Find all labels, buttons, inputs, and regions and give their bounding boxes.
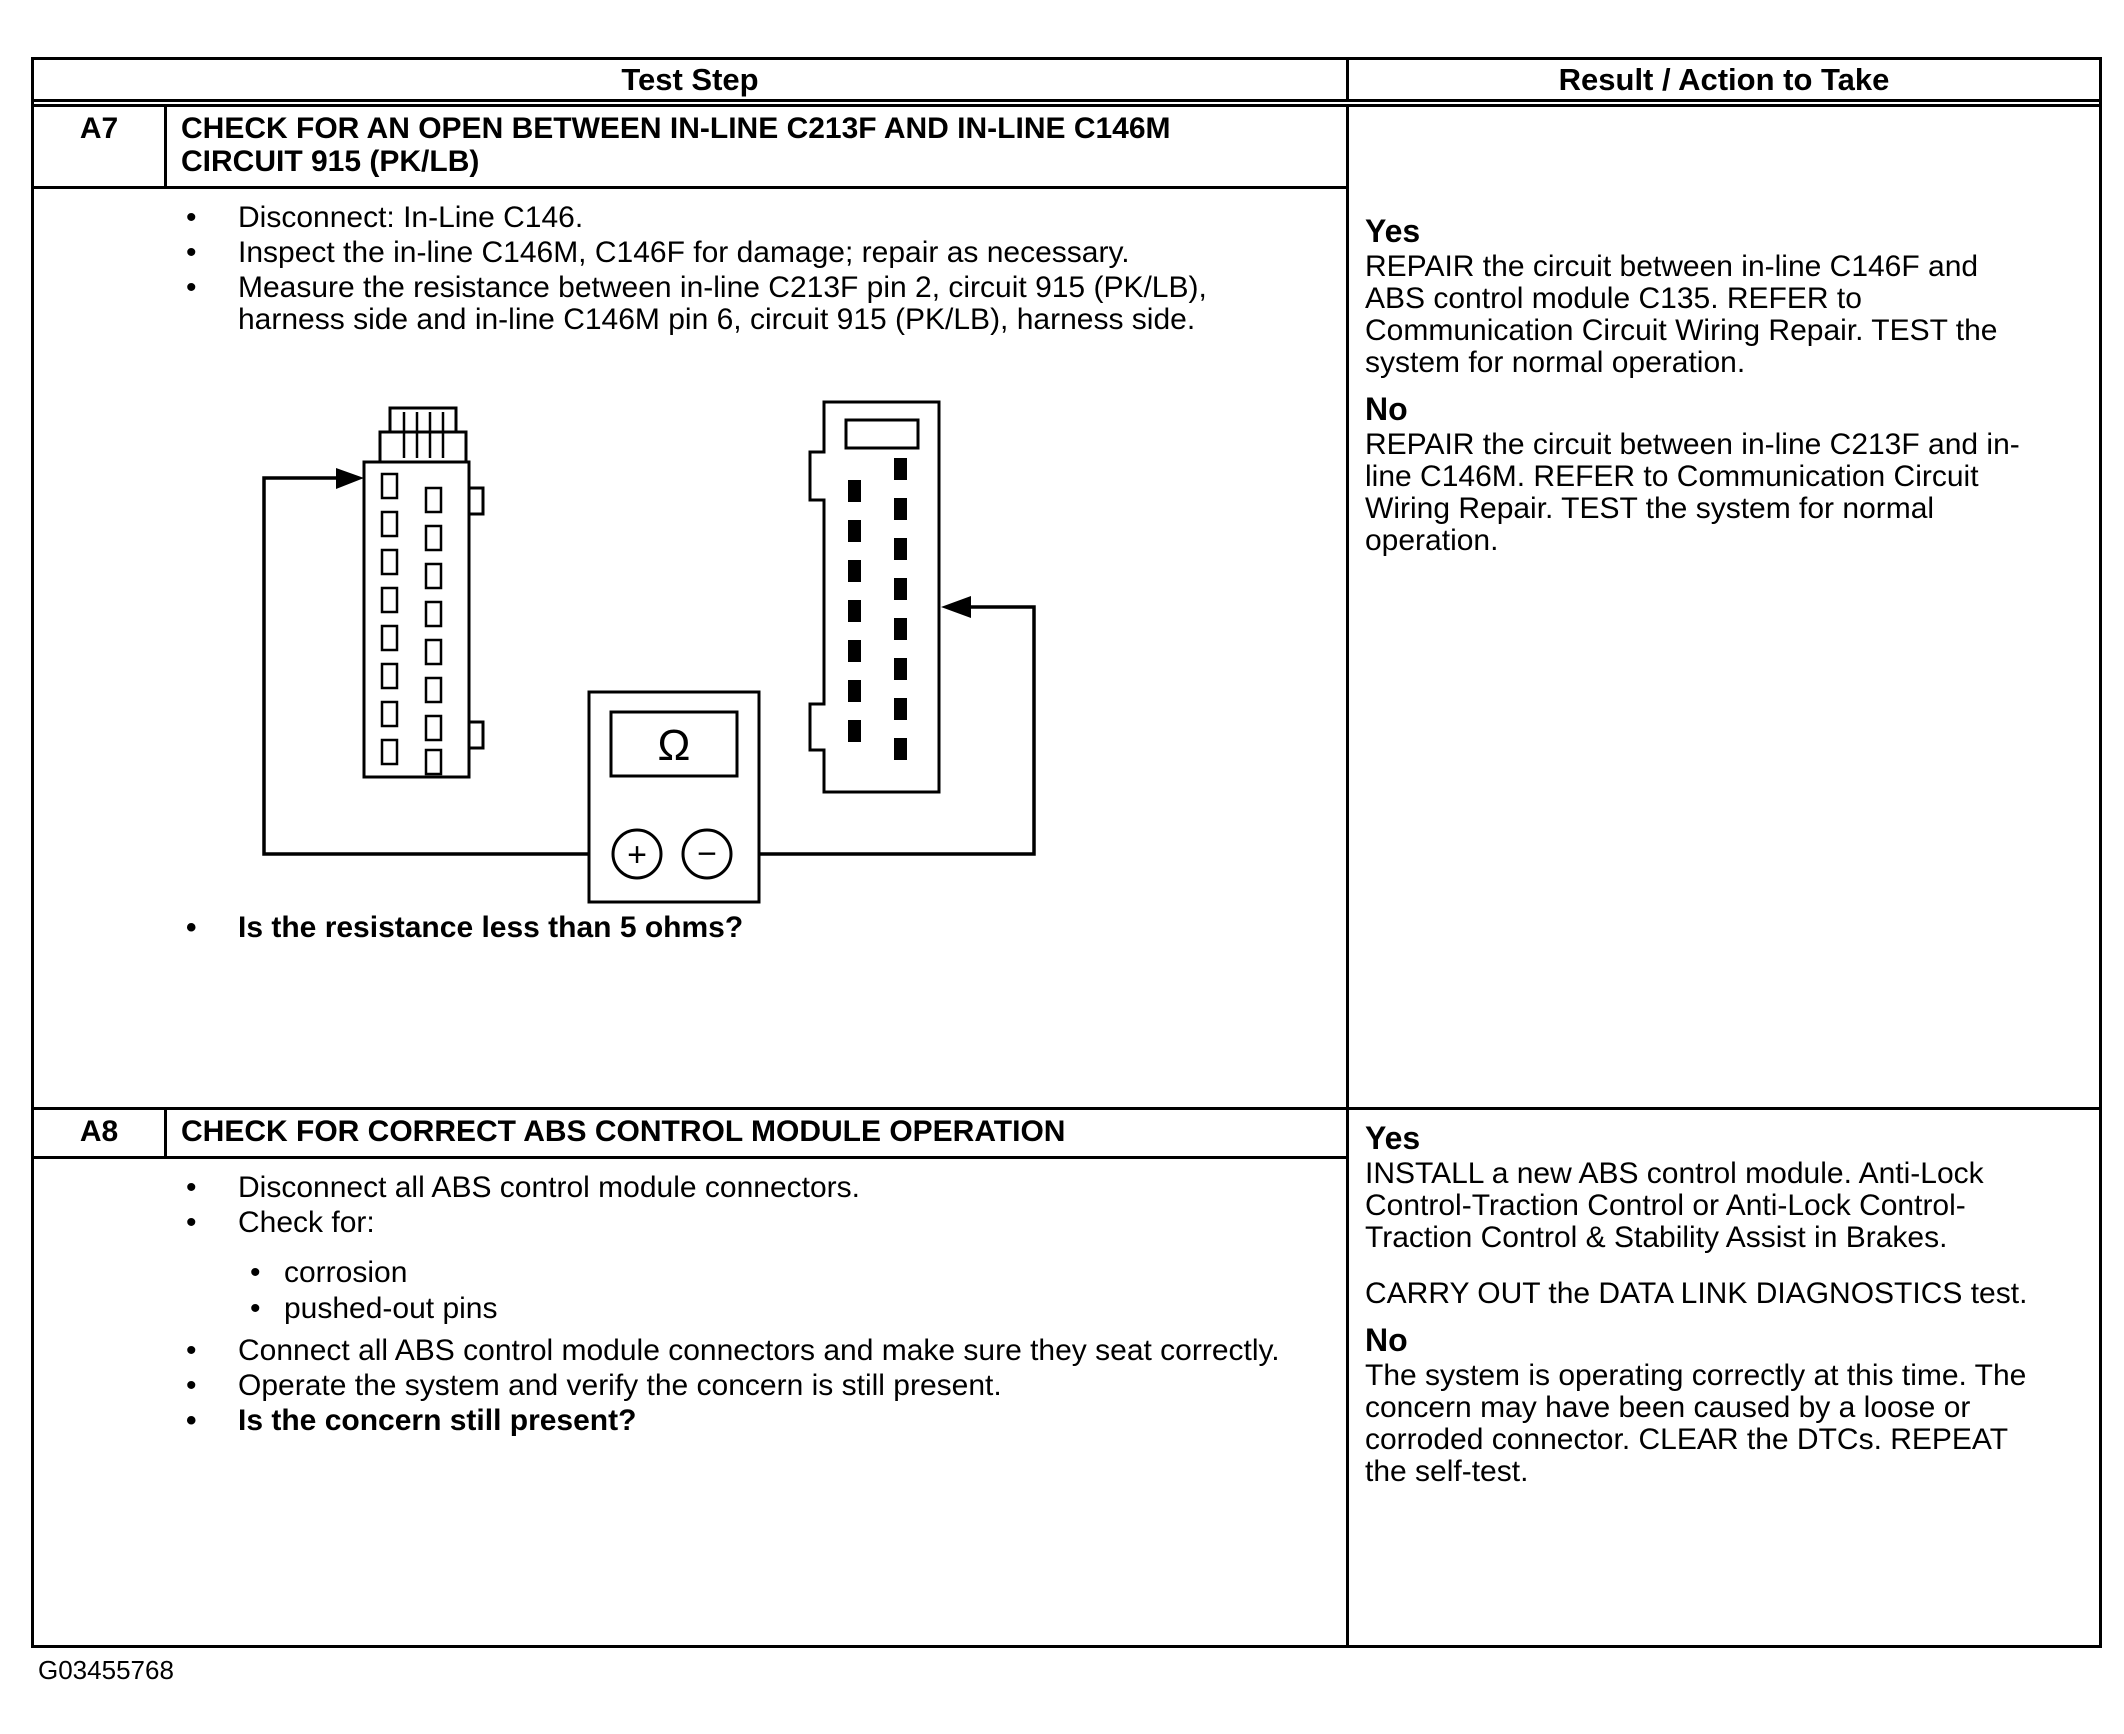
a7-instruction-2: • Inspect the in-line C146M, C146F for damage; repair as necessary. [186,237,1306,269]
left-connector-latch-ribs [404,412,443,458]
test-row-a7 [34,107,2099,1110]
right-connector-body [810,402,939,792]
a8-no-action: The system is operating correctly at this time. The concern may have been caused by a loose or corroded connector. CLEAR the DTCs. REPEAT the self-test. [1365,1359,2027,1488]
a7-result-cell [1349,107,2099,1107]
a7-step-body [34,189,1346,963]
a8-check-for-sublist [250,1257,1306,1325]
a8-check-item-1: • corrosion [250,1257,1306,1289]
pinpoint-test-table [31,57,2102,1648]
a8-check-item-2: • pushed-out pins [250,1293,1306,1325]
ohmmeter [589,692,759,902]
a7-no-label: No [1365,391,1408,427]
a7-step-title: CHECK FOR AN OPEN BETWEEN IN-LINE C213F AND IN-LINE C146M CIRCUIT 915 (PK/LB) [181,112,1171,178]
a8-instruction-1: • Disconnect all ABS control module connectors. [186,1172,1306,1204]
a7-instruction-1: • Disconnect: In-Line C146. [186,202,1306,234]
a7-instruction-3: • Measure the resistance between in-line C213F pin 2, circuit 915 (PK/LB), harness side and in-line C146M pin 6, circuit 915 (PK/LB), harness side. [186,272,1306,336]
a8-yes-action-1: INSTALL a new ABS control module. Anti-Lock Control-Traction Control or Anti-Lock Control-Traction Control & Stability Assist in Brakes. [1365,1157,1984,1254]
a7-no-action: REPAIR the circuit between in-line C213F and in-line C146M. REFER to Communication Circuit Wiring Repair. TEST the system for normal operation. [1365,428,2020,557]
left-connector-side-tab-top [469,488,483,514]
a7-instruction-list [34,202,1306,336]
a8-step-body [34,1159,1346,1456]
a7-question-list [34,912,1306,944]
a8-instruction-2 [186,1207,1306,1325]
left-connector-body [364,462,469,777]
a8-instruction-4: • Operate the system and verify the concern is still present. [186,1370,1306,1402]
right-connector [810,402,939,792]
resistance-test-diagram [224,392,1104,912]
a8-no-label: No [1365,1322,1408,1358]
a8-title-bar [34,1110,1346,1159]
figure-id: G03455768 [38,1655,174,1685]
left-probe-arrow-icon [336,468,364,489]
a8-yes-label: Yes [1365,1120,1421,1156]
a8-check-for-label: Check for: [238,1206,375,1239]
plus-symbol: + [627,836,647,874]
right-connector-opening [846,420,918,448]
a8-instruction-list [34,1172,1306,1437]
a7-step-id: A7 [34,107,167,186]
table-header-row [34,60,2099,107]
test-row-a8 [34,1110,2099,1645]
a8-step-title: CHECK FOR CORRECT ABS CONTROL MODULE OPERATION [181,1115,1066,1148]
a7-title-bar [34,107,1346,189]
left-connector-latch-base [380,432,466,462]
column-header-result-action: Result / Action to Take [1558,62,1890,97]
a8-test-step-cell [34,1110,1349,1645]
right-connector-pins [848,458,907,760]
column-header-test-step: Test Step [34,60,1349,99]
a8-yes-action-2: CARRY OUT the DATA LINK DIAGNOSTICS test. [1365,1277,2028,1310]
a8-question: • Is the concern still present? [186,1405,1306,1437]
left-connector-pin-cavities [382,474,441,774]
a8-instruction-3: • Connect all ABS control module connectors and make sure they seat correctly. [186,1335,1306,1367]
a7-yes-action: REPAIR the circuit between in-line C146F and ABS control module C135. REFER to Communication Circuit Wiring Repair. TEST the system for normal operation. [1365,250,1998,379]
right-test-lead-wire [759,607,1034,854]
a7-test-step-cell [34,107,1349,1107]
a8-step-id: A8 [34,1110,167,1156]
minus-symbol: − [697,835,717,873]
ohm-symbol: Ω [657,721,691,770]
right-probe-arrow-icon [941,596,971,618]
a8-result-cell [1349,1110,2099,1645]
left-connector-latch-top [390,408,456,432]
left-connector [364,408,483,777]
left-connector-side-tab-bottom [469,722,483,748]
a7-yes-label: Yes [1365,213,1421,249]
a7-question: • Is the resistance less than 5 ohms? [186,912,1306,944]
